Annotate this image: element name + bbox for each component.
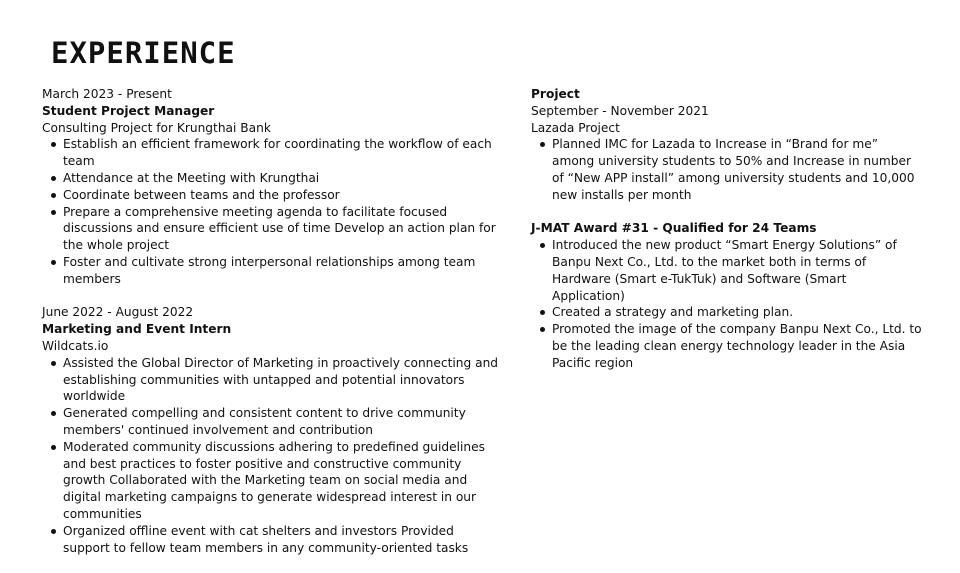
award-bullet-list [531,237,923,371]
left-column [42,86,502,573]
entry-role: Marketing and Event Intern [42,322,232,337]
project-name: Lazada Project [531,120,620,135]
bullet-item: Prepare a comprehensive meeting agenda to facilitate focused discussions and ensure efficient use of time Develop an action plan for the whole project [63,204,502,254]
entry-date: March 2023 - Present [42,87,172,101]
bullet-item: Planned IMC for Lazada to Increase in “Brand for me” among university students to 50% and Increase in number of “New APP install” among university students and 10,000 new installs per month [552,136,923,203]
award-entry-jmat [531,220,923,371]
entry-organization: Consulting Project for Krungthai Bank [42,120,271,135]
entry-date: June 2022 - August 2022 [42,305,194,320]
experience-entry-krungthai [42,86,502,288]
project-date: September - November 2021 [531,103,709,118]
bullet-item: Created a strategy and marketing plan. [552,304,923,321]
bullet-item: Attendance at the Meeting with Krungthai [63,170,502,187]
entry-bullet-list [42,355,502,557]
bullet-item: Generated compelling and consistent content to drive community members' continued involvement and contribution [63,405,502,439]
experience-entry-wildcats [42,304,502,556]
bullet-item: Foster and cultivate strong interpersonal relationships among team members [63,254,502,288]
bullet-item: Assisted the Global Director of Marketing in proactively connecting and establishing communities with untapped and potential innovators worldwide [63,355,502,405]
entry-organization: Wildcats.io [42,338,109,353]
project-bullet-list [531,136,923,203]
right-column [531,86,923,388]
bullet-item: Coordinate between teams and the professor [63,187,502,204]
bullet-item: Introduced the new product “Smart Energy Solutions” of Banpu Next Co., Ltd. to the market both in terms of Hardware (Smart e-TukTuk) and Software (Smart Application) [552,237,923,304]
entry-role: Student Project Manager [42,103,215,118]
bullet-item: Organized offline event with cat shelters and investors Provided support to fellow team members in any community-oriented tasks [63,523,502,557]
bullet-item: Establish an efficient framework for coordinating the workflow of each team [63,136,502,170]
bullet-item: Moderated community discussions adhering to predefined guidelines and best practices to foster positive and constructive community growth Collaborated with the Marketing team on social media and digital marketing campaigns to generate widespread interest in our communities [63,439,502,523]
bullet-item: Promoted the image of the company Banpu Next Co., Ltd. to be the leading clean energy technology leader in the Asia Pacific region [552,322,922,370]
project-entry-lazada [531,86,923,204]
project-heading: Project [531,87,580,101]
page-title: EXPERIENCE [51,36,236,70]
entry-bullet-list [42,136,502,287]
award-heading: J-MAT Award #31 - Qualified for 24 Teams [531,221,817,236]
